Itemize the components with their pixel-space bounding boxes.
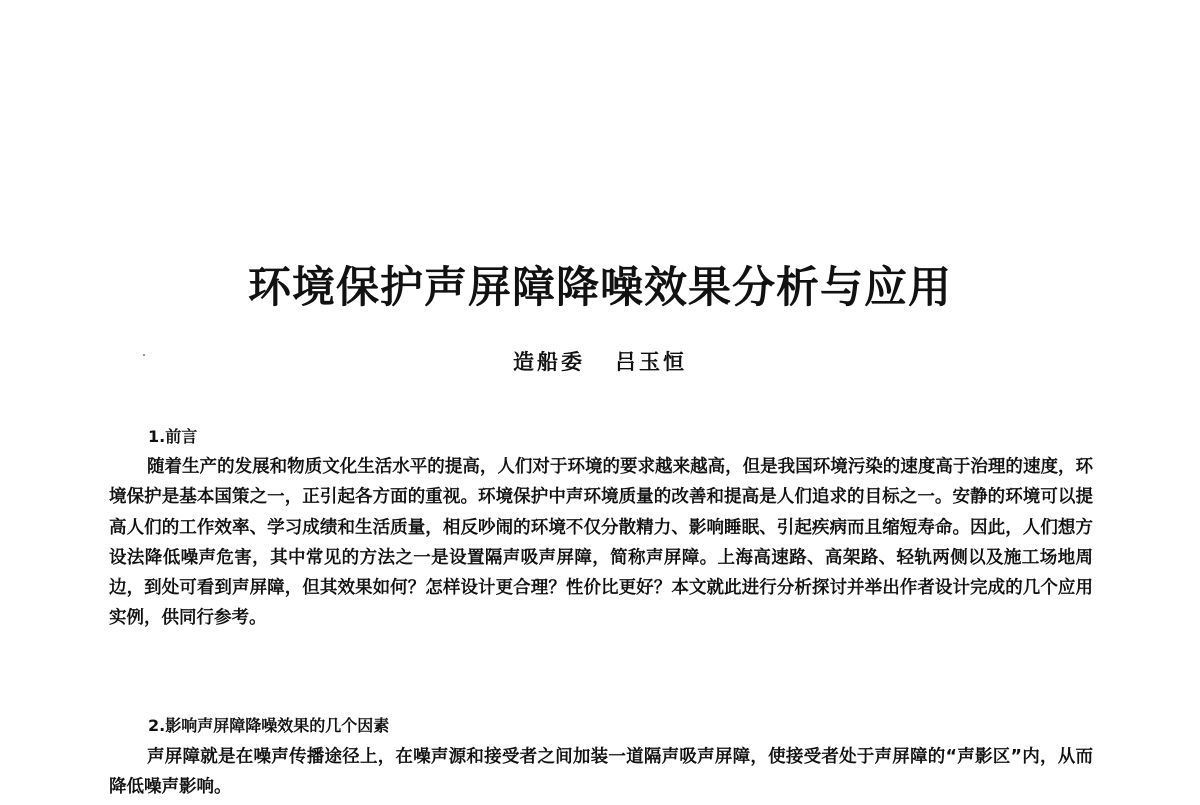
paper-title: 环境保护声屏障降噪效果分析与应用 [248, 263, 952, 313]
section-body-intro [109, 452, 1093, 634]
author-line [0, 346, 1200, 376]
section-heading-intro: 1.前言 [148, 427, 198, 446]
author-second: 吕玉恒 [615, 350, 687, 374]
author-first: 造船委 [513, 350, 585, 374]
section-body-factors [109, 742, 1093, 803]
section-heading-factors: 2.影响声屏障降噪效果的几个因素 [148, 716, 390, 735]
paragraph-intro: 随着生产的发展和物质文化生活水平的提高，人们对于环境的要求越来越高，但是我国环境污染的速度高于治理的速度，环境保护是基本国策之一，正引起各方面的重视。环境保护中声环境质量的改善和提高是人们追求的目标之一。安静的环境可以提高人们的工作效率、学习成绩和生活质量，相反吵闹的环境不仅分散精力、影响睡眠、引起疾病而且缩短寿命。因此，人们想方设法降低噪声危害，其中常见的方法之一是设置隔声吸声屏障，简称声屏障。上海高速路、高架路、轻轨两侧以及施工场地周边，到处可看到声屏障，但其效果如何？怎样设计更合理？性价比更好？本文就此进行分析探讨并举出作者设计完成的几个应用实例，供同行参考。 [109, 457, 1093, 629]
paragraph-factors: 声屏障就是在噪声传播途径上，在噪声源和接受者之间加装一道隔声吸声屏障，使接受者处于声屏障的“声影区”内，从而降低噪声影响。 [109, 747, 1093, 798]
